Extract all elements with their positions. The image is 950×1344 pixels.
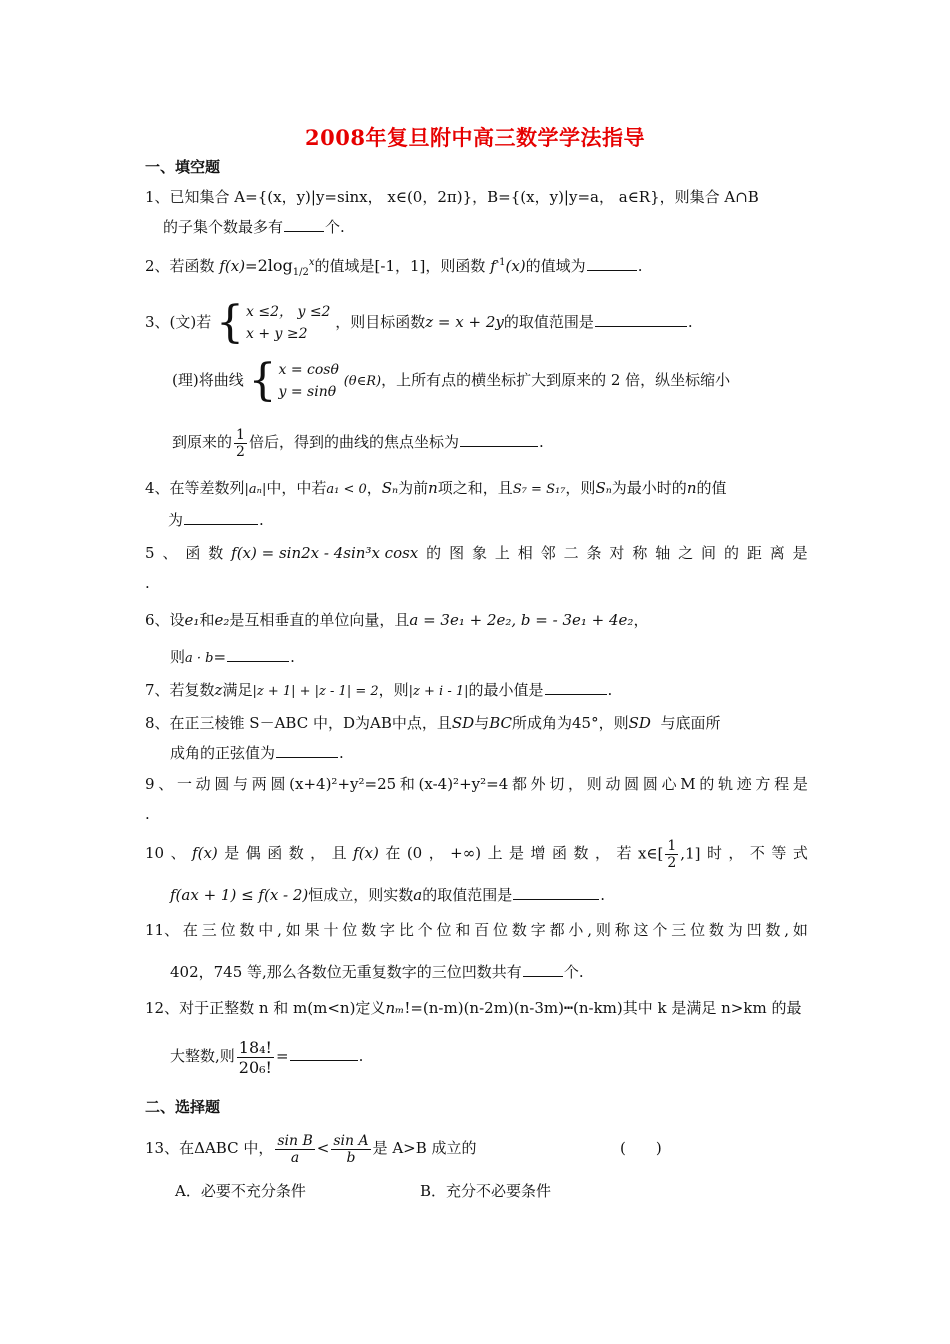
question-13: 13、在ΔABC 中， $\frac{\text{sin B}}{a}$ < $\frac{\text{sin A}}{b}$ 是 A>B 成立的 <box>145 1132 477 1166</box>
question-12-line-2: 大整数,则 $\frac{\text{18₄!}}{\text{20₆!}}$ = . <box>170 1037 364 1077</box>
answer-blank[interactable] <box>290 1046 358 1061</box>
question-10-line-2: f(ax + 1) ≤ f(x - 2)恒成立，则实数a的取值范围是 . <box>170 886 606 904</box>
question-6-line-1: 6、设e₁和e₂是互相垂直的单位向量，且a = 3e₁ + 2e₂, b = - 3e₁ + 4e₂， <box>145 611 649 629</box>
answer-blank[interactable] <box>276 743 338 758</box>
answer-blank[interactable] <box>284 217 324 232</box>
fraction-sinA-over-b: $\frac{\text{sin A}}{b}$ <box>333 1132 369 1166</box>
question-5-line-2: . <box>145 574 150 592</box>
question-9-line-1: 9 、 一 动 圆 与 两 圆 (x+4)²+y²=25 和 (x-4)²+y²=4 都 外 切 ， 则 动 圆 圆 心 M 的 轨 迹 方 程 是 <box>145 775 808 793</box>
question-8-line-1: 8、在正三棱锥 S－ABC 中，D为AB中点，且SD与BC所成角为45°，则SD 与底面所 <box>145 714 721 732</box>
question-1-line-2: 的子集个数最多有 个. <box>163 218 345 236</box>
question-6-line-2: 则a · b= . <box>170 648 295 666</box>
answer-blank[interactable] <box>587 256 637 271</box>
page-title: 2008年复旦附中高三数学学法指导 <box>305 125 645 150</box>
answer-parentheses[interactable]: ( ) <box>620 1139 662 1157</box>
question-11-line-2: 402，745 等,那么各数位无重复数字的三位凹数共有 个. <box>170 963 584 981</box>
answer-blank[interactable] <box>460 432 538 447</box>
answer-blank[interactable] <box>184 510 258 525</box>
question-7: 7、若复数z满足|z + 1| + |z - 1| = 2，则|z + i - 1|的最小值是 . <box>145 681 613 699</box>
fraction-one-half: $\frac{1}{2}$ <box>667 838 677 871</box>
question-8-line-2: 成角的正弦值为 . <box>170 744 344 762</box>
question-3-wen: 3、(文)若 { x ≤2， y ≤2 x + y ≥2 ，则目标函数z = x + 2y的取值范围是 . <box>145 297 693 348</box>
section-fill-heading: 一、填空题 <box>145 158 221 176</box>
answer-blank[interactable] <box>545 680 607 695</box>
question-1-line-1: 1、已知集合 A={(x，y)|y=sinx， x∈(0，2π)}，B={(x，y)|y=a， a∈R}，则集合 A∩B <box>145 188 759 206</box>
question-3-li-line-2: 到原来的 $\frac{1}{2}$ 倍后，得到的曲线的焦点坐标为 . <box>172 426 544 460</box>
question-9-line-2: . <box>145 805 150 823</box>
fraction-one-half: $\frac{1}{2}$ <box>236 426 245 460</box>
question-4-line-1: 4、在等差数列|aₙ|中，中若a₁ < 0，Sₙ为前n项之和，且S₇ = S₁₇，则Sₙ为最小时的n的值 <box>145 479 727 497</box>
question-3-li-line-1: (理)将曲线 { x = cosθ y = sinθ (θ∈R)，上所有点的横坐标扩大到原来的 2 倍，纵坐标缩小 <box>172 355 731 406</box>
inequality-system: { x ≤2， y ≤2 x + y ≥2 <box>216 297 331 348</box>
question-2: 2、若函数 $f(x)=2\log_{1/2}^x$的值域是[-1，1]，则函数 $f^{-1}(x)$的值域为 . <box>145 256 643 278</box>
question-5-line-1: 5 、 函 数 f(x) = sin2x - 4sin³x cosx 的 图 象 上 相 邻 二 条 对 称 轴 之 间 的 距 离 是 <box>145 544 808 562</box>
question-12-line-1: 12、对于正整数 n 和 m(m<n)定义nₘ!=(n-m)(n-2m)(n-3m)┅(n-km)其中 k 是满足 n>km 的最 <box>145 999 802 1017</box>
answer-blank[interactable] <box>513 885 599 900</box>
question-10-line-1: 10 、 f(x) 是 偶 函 数 ， 且 f(x) 在 (0 ， +∞) 上 是 增 函 数 ， 若 x∈[ $\frac{1}{2}$ ,1] 时 ， 不 等 式 <box>145 838 808 871</box>
option-a[interactable]: A．必要不充分条件 <box>175 1182 306 1200</box>
answer-blank[interactable] <box>523 962 563 977</box>
factorial-fraction: $\frac{\text{18₄!}}{\text{20₆!}}$ <box>238 1037 272 1077</box>
question-4-line-2: 为 . <box>168 511 264 529</box>
section-choice-heading: 二、选择题 <box>145 1098 221 1116</box>
fraction-sinB-over-a: $\frac{\text{sin B}}{a}$ <box>277 1132 313 1166</box>
answer-blank[interactable] <box>227 647 289 662</box>
question-11-line-1: 11、 在 三 位 数 中 , 如 果 十 位 数 字 比 个 位 和 百 位 数 字 都 小 , 则 称 这 个 三 位 数 为 凹 数 , 如 <box>145 921 808 939</box>
option-b[interactable]: B．充分不必要条件 <box>420 1182 552 1200</box>
parametric-system: { x = cosθ y = sinθ <box>248 355 339 406</box>
answer-blank[interactable] <box>595 312 687 327</box>
